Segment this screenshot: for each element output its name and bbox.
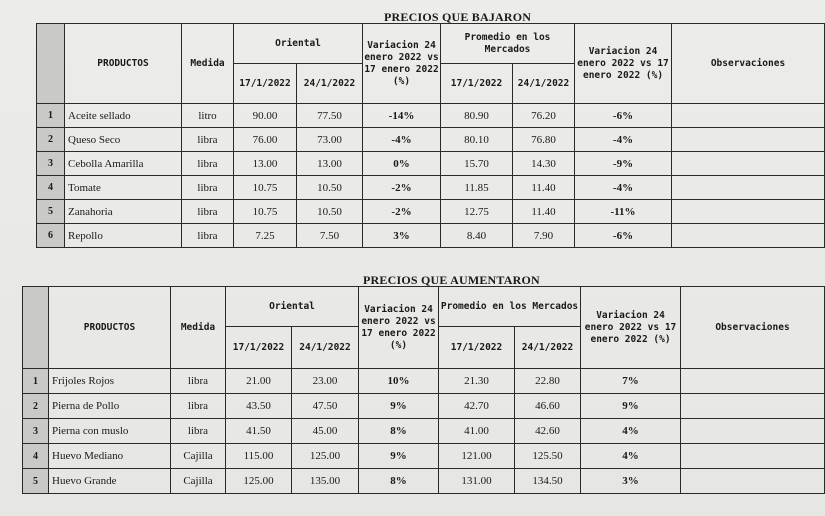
header-date-1: 17/1/2022	[234, 64, 297, 104]
observaciones-cell	[672, 128, 825, 152]
product-name: Tomate	[65, 176, 182, 200]
header-promedio: Promedio en los Mercados	[441, 24, 575, 64]
observaciones-cell	[681, 469, 825, 494]
observaciones-cell	[672, 224, 825, 248]
observaciones-cell	[672, 200, 825, 224]
header-variacion-mercados: Variacion 24 enero 2022 vs 17 enero 2022 (%)	[575, 24, 672, 104]
header-oriental: Oriental	[234, 24, 363, 64]
observaciones-cell	[681, 419, 825, 444]
header-date-1: 17/1/2022	[441, 64, 513, 104]
observaciones-cell	[672, 152, 825, 176]
header-date-2: 24/1/2022	[292, 327, 359, 369]
product-name: Repollo	[65, 224, 182, 248]
product-name: Aceite sellado	[65, 104, 182, 128]
table-bajaron	[36, 23, 825, 248]
header-productos: PRODUCTOS	[65, 24, 182, 104]
observaciones-cell	[672, 176, 825, 200]
header-date-2: 24/1/2022	[297, 64, 363, 104]
product-name: Pierna de Pollo	[49, 394, 171, 419]
observaciones-cell	[681, 369, 825, 394]
table-row: 5 Zanahoria libra 10.75 10.50 -2% 12.75 11.40 -11%	[37, 200, 825, 224]
header-observaciones: Observaciones	[672, 24, 825, 104]
header-date-1: 17/1/2022	[226, 327, 292, 369]
table-row: 2 Queso Seco libra 76.00 73.00 -4% 80.10 76.80 -4%	[37, 128, 825, 152]
product-name: Cebolla Amarilla	[65, 152, 182, 176]
table-row: 4 Tomate libra 10.75 10.50 -2% 11.85 11.40 -4%	[37, 176, 825, 200]
product-name: Zanahoria	[65, 200, 182, 224]
observaciones-cell	[681, 394, 825, 419]
table-row: 1 Frijoles Rojos libra 21.00 23.00 10% 21.30 22.80 7%	[23, 369, 825, 394]
table-row: 3 Cebolla Amarilla libra 13.00 13.00 0% 15.70 14.30 -9%	[37, 152, 825, 176]
header-medida: Medida	[182, 24, 234, 104]
table-row: 2 Pierna de Pollo libra 43.50 47.50 9% 42.70 46.60 9%	[23, 394, 825, 419]
header-variacion-mercados: Variacion 24 enero 2022 vs 17 enero 2022 (%)	[581, 287, 681, 369]
observaciones-cell	[672, 104, 825, 128]
product-name: Frijoles Rojos	[49, 369, 171, 394]
product-name: Huevo Mediano	[49, 444, 171, 469]
header-number	[23, 287, 49, 369]
header-oriental: Oriental	[226, 287, 359, 327]
header-promedio: Promedio en los Mercados	[439, 287, 581, 327]
section-title-bajaron: PRECIOS QUE BAJARON	[384, 10, 532, 24]
header-variacion-oriental: Variacion 24 enero 2022 vs 17 enero 2022 (%)	[359, 287, 439, 369]
product-name: Huevo Grande	[49, 469, 171, 494]
table-row: 4 Huevo Mediano Cajilla 115.00 125.00 9% 121.00 125.50 4%	[23, 444, 825, 469]
table-aumentaron	[22, 286, 825, 494]
table-row: 6 Repollo libra 7.25 7.50 3% 8.40 7.90 -6%	[37, 224, 825, 248]
header-date-2: 24/1/2022	[515, 327, 581, 369]
header-number	[37, 24, 65, 104]
observaciones-cell	[681, 444, 825, 469]
header-variacion-oriental: Variacion 24 enero 2022 vs 17 enero 2022 (%)	[363, 24, 441, 104]
header-productos: PRODUCTOS	[49, 287, 171, 369]
header-date-2: 24/1/2022	[513, 64, 575, 104]
header-observaciones: Observaciones	[681, 287, 825, 369]
table-row: 3 Pierna con muslo libra 41.50 45.00 8% 41.00 42.60 4%	[23, 419, 825, 444]
header-medida: Medida	[171, 287, 226, 369]
product-name: Pierna con muslo	[49, 419, 171, 444]
header-date-1: 17/1/2022	[439, 327, 515, 369]
table-row: 5 Huevo Grande Cajilla 125.00 135.00 8% 131.00 134.50 3%	[23, 469, 825, 494]
section-title-aumentaron: PRECIOS QUE AUMENTARON	[363, 273, 540, 287]
product-name: Queso Seco	[65, 128, 182, 152]
table-row: 1 Aceite sellado litro 90.00 77.50 -14% 80.90 76.20 -6%	[37, 104, 825, 128]
